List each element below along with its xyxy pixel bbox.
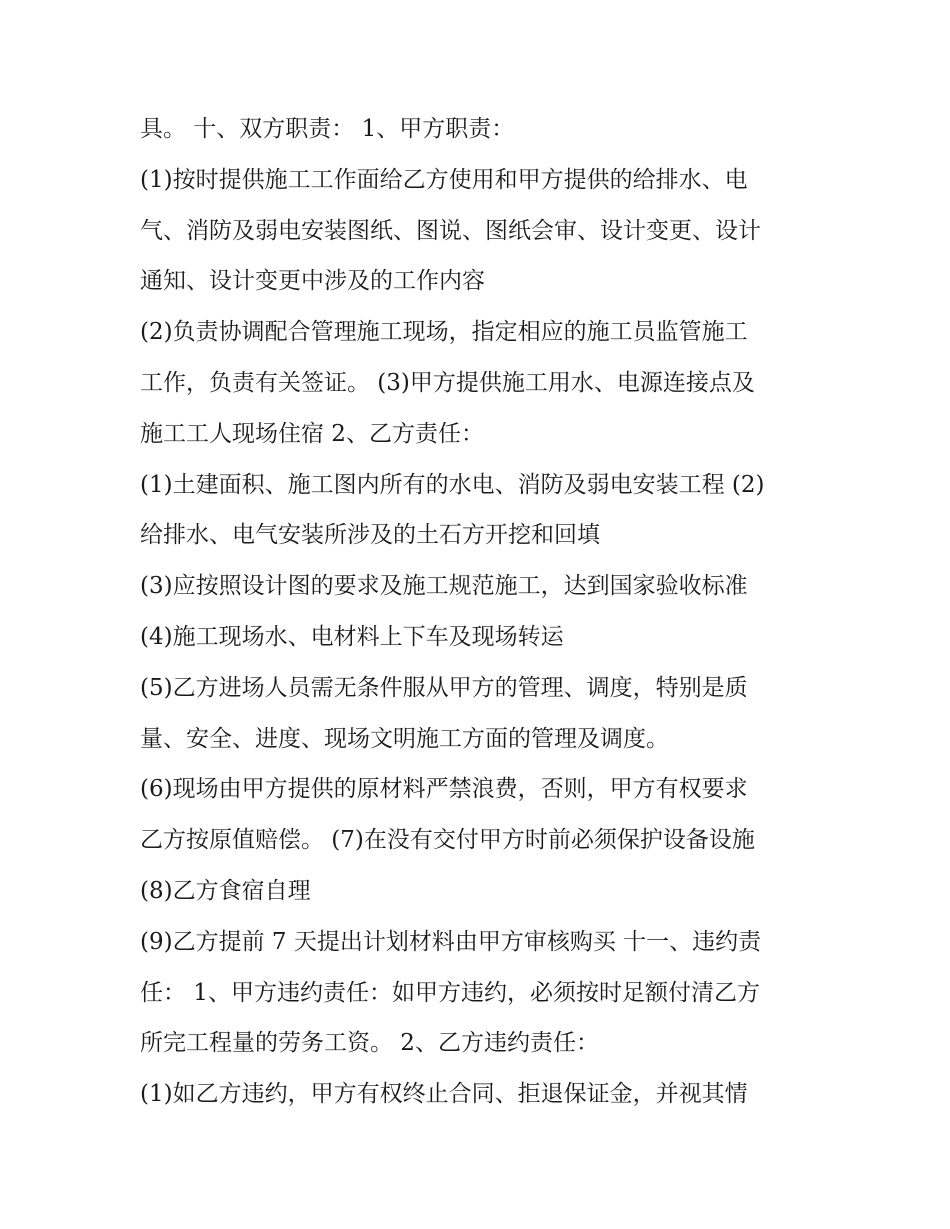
text-line: 气、消防及弱电安装图纸、图说、图纸会审、设计变更、设计: [140, 217, 761, 244]
text-line: 通知、设计变更中涉及的工作内容: [140, 268, 485, 295]
text-line: (9)乙方提前 7 天提出计划材料由甲方审核购买 十一、违约责: [140, 928, 762, 955]
text-line: (6)现场由甲方提供的原材料严禁浪费，否则，甲方有权要求: [140, 776, 748, 803]
text-line: (4)施工现场水、电材料上下车及现场转运: [140, 623, 564, 650]
text-line: 任： 1、甲方违约责任：如甲方违约，必须按时足额付清乙方: [140, 979, 760, 1006]
text-line: 乙方按原值赔偿。 (7)在没有交付甲方时前必须保护设备设施: [140, 827, 755, 854]
document-body: [140, 104, 830, 1120]
text-line: (1)如乙方违约，甲方有权终止合同、拒退保证金，并视其情: [140, 1081, 748, 1108]
text-line: 所完工程量的劳务工资。 2、乙方违约责任：: [140, 1030, 599, 1057]
text-line: 施工工人现场住宿 2、乙方责任：: [140, 420, 484, 447]
text-line: 工作，负责有关签证。 (3)甲方提供施工用水、电源连接点及: [140, 369, 755, 396]
text-line: 给排水、电气安装所涉及的土石方开挖和回填: [140, 522, 600, 549]
text-line: (1)按时提供施工工作面给乙方使用和甲方提供的给排水、电: [140, 166, 748, 193]
text-line: (5)乙方进场人员需无条件服从甲方的管理、调度，特别是质: [140, 674, 748, 701]
text-line: (8)乙方食宿自理: [140, 877, 311, 904]
text-line: (1)土建面积、施工图内所有的水电、消防及弱电安装工程 (2): [140, 471, 765, 498]
text-line: 具。 十、双方职责： 1、甲方职责：: [140, 116, 515, 142]
text-line: (3)应按照设计图的要求及施工规范施工，达到国家验收标准: [140, 573, 748, 600]
text-line: 量、安全、进度、现场文明施工方面的管理及调度。: [140, 725, 669, 752]
text-line: (2)负责协调配合管理施工现场，指定相应的施工员监管施工: [140, 319, 748, 346]
